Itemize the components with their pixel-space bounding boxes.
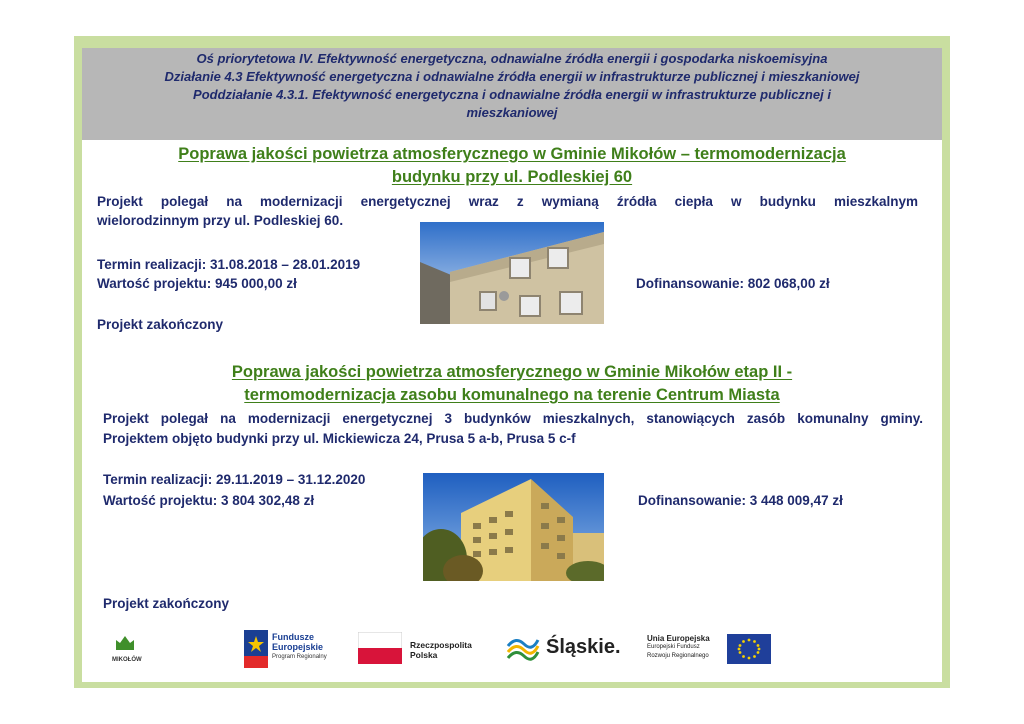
fe-line-2: Europejskie: [272, 642, 324, 652]
header-line-1: Oś priorytetowa IV. Efektywność energetyczna, odnawialne źródła energii i gospodarka niskoemisyjna: [196, 51, 828, 66]
project1-title-line-2: budynku przy ul. Podleskiej 60: [391, 168, 633, 186]
slaskie-wave-icon: [506, 634, 540, 664]
project2-term: Termin realizacji: 29.11.2019 – 31.12.2020: [103, 472, 366, 487]
project2-funding: Dofinansowanie: 3 448 009,47 zł: [638, 493, 843, 508]
project2-desc-line-1: Projekt polegał na modernizacji energetycznej 3 budynków mieszkalnych, stanowiących zasób komunalny gminy.: [103, 411, 923, 426]
project1-term: Termin realizacji: 31.08.2018 – 28.01.2019: [97, 257, 361, 272]
project1-status: Projekt zakończony: [97, 317, 224, 332]
project2-title-line-2: termomodernizacja zasobu komunalnego na terenie Centrum Miasta: [244, 386, 780, 404]
project1-desc-line-1: Projekt polegał na modernizacji energetycznej wraz z wymianą źródła ciepła w budynku mieszkalnym: [97, 194, 918, 209]
project2-value: Wartość projektu: 3 804 302,48 zł: [103, 493, 315, 508]
program-header: [82, 48, 942, 140]
eu-flag-icon: [727, 634, 771, 664]
polish-flag-icon: [358, 632, 402, 664]
header-line-4: mieszkaniowej: [466, 105, 558, 120]
rzeczpospolita-polska-logo: [358, 632, 488, 668]
project2-title: [82, 361, 942, 407]
mikolow-logo-text: MIKOŁÓW: [112, 657, 142, 663]
fe-star-icon: [244, 630, 268, 668]
project1-title: [82, 143, 942, 189]
fundusze-europejskie-logo: [244, 630, 344, 670]
slaskie-text: Śląskie.: [546, 636, 621, 658]
project2-building-photo: [423, 473, 604, 581]
fe-line-3: Program Regionalny: [272, 654, 327, 660]
project1-building-photo: [420, 222, 604, 324]
slaskie-logo: [506, 634, 626, 666]
ue-line-2: Europejski Fundusz: [647, 644, 700, 650]
project1-desc-line-2: wielorodzinnym przy ul. Podleskiej 60.: [97, 213, 344, 228]
header-line-2: Działanie 4.3 Efektywność energetyczna i odnawialne źródła energii w infrastrukturze publicznej i mieszkaniowej: [164, 69, 860, 84]
mikolow-logo: [112, 634, 142, 668]
rp-line-1: Rzeczpospolita: [410, 640, 472, 650]
rp-line-2: Polska: [410, 650, 438, 660]
project2-desc-line-2: Projektem objęto budynki przy ul. Mickiewicza 24, Prusa 5 a-b, Prusa 5 c-f: [103, 431, 576, 446]
unia-europejska-logo: [647, 632, 777, 668]
project1-title-line-1: Poprawa jakości powietrza atmosferycznego w Gminie Mikołów – termomodernizacja: [178, 145, 846, 163]
project1-value: Wartość projektu: 945 000,00 zł: [97, 276, 297, 291]
fe-line-1: Fundusze: [272, 632, 314, 642]
ue-line-1: Unia Europejska: [647, 634, 710, 643]
project1-funding: Dofinansowanie: 802 068,00 zł: [636, 276, 830, 291]
mikolow-crest-icon: [114, 634, 136, 652]
ue-line-3: Rozwoju Regionalnego: [647, 653, 709, 659]
header-line-3: Poddziałanie 4.3.1. Efektywność energetyczna i odnawialne źródła energii w infrastrukturze publicznej i: [193, 87, 831, 102]
project2-status: Projekt zakończony: [103, 596, 230, 611]
project2-title-line-1: Poprawa jakości powietrza atmosferycznego w Gminie Mikołów etap II -: [231, 363, 793, 381]
